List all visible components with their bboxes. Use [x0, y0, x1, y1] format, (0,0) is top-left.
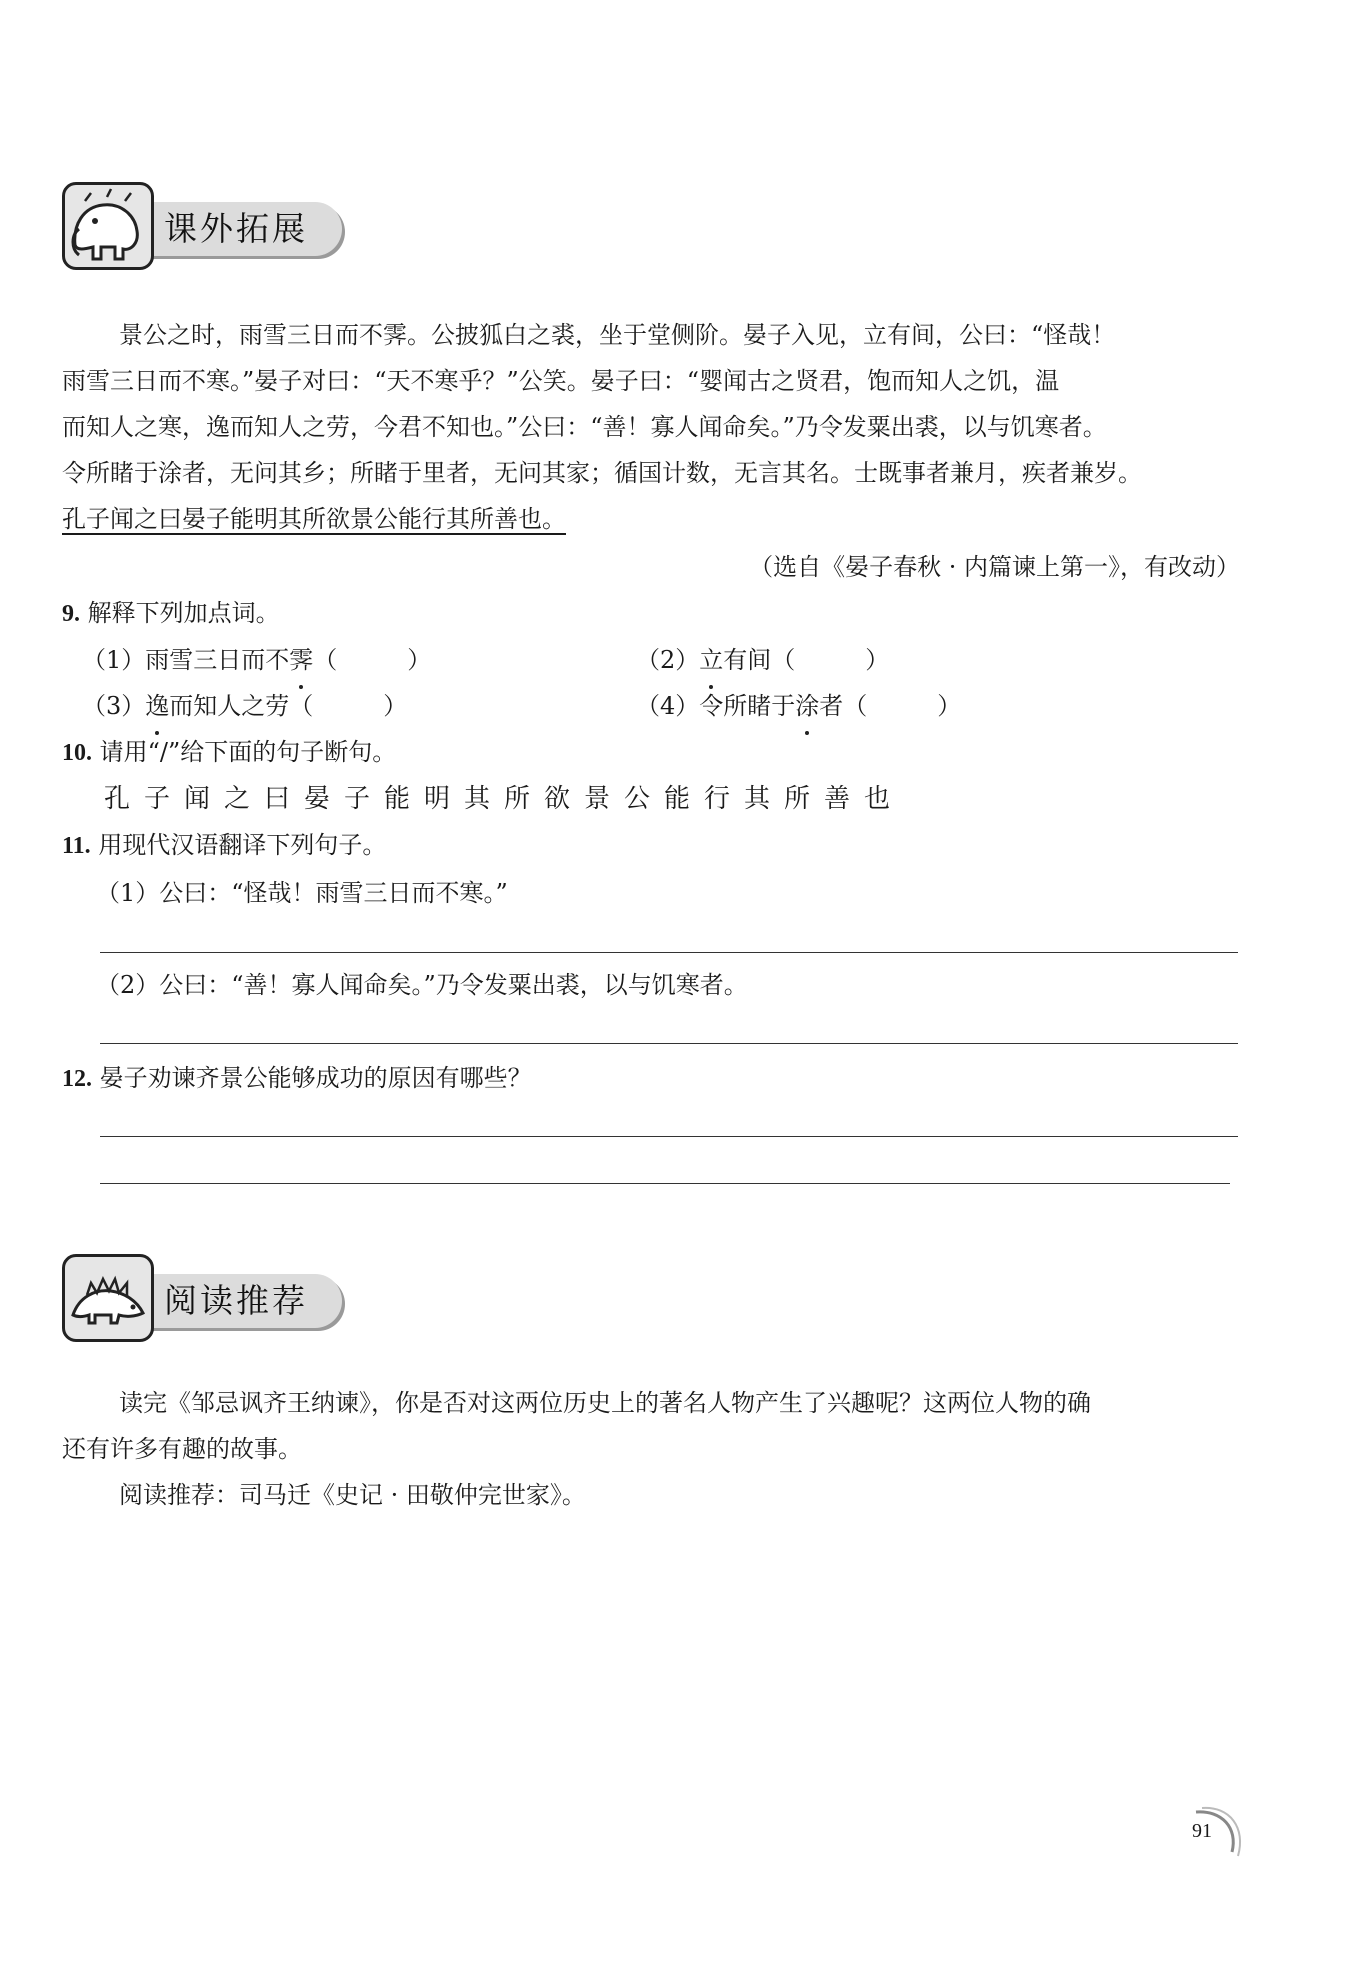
passage-line-3: 而知人之寒，逸而知人之劳，今君不知也。”公曰：“善！寡人闻命矣。”乃令发粟出裘，以与饥寒者。 — [62, 413, 1107, 441]
q9-item-3 — [82, 683, 407, 729]
item-text: 者（ — [819, 692, 868, 720]
passage-line-1: 景公之时，雨雪三日而不霁。公披狐白之裘，坐于堂侧阶。晏子入见，立有间，公曰：“怪哉！ — [119, 321, 1116, 349]
page-number: 91 — [1192, 1820, 1212, 1842]
reading-paragraph-line-2: 还有许多有趣的故事。 — [62, 1435, 302, 1463]
item-text: 而知人之劳（ — [169, 692, 314, 720]
dotted-word: 逸 — [145, 683, 169, 729]
item-text: （2） — [636, 646, 700, 674]
item-text: ） — [383, 692, 408, 720]
dotted-word: 霁 — [289, 637, 313, 683]
question-prompt: 用现代汉语翻译下列句子。 — [98, 831, 387, 859]
item-text: ） — [407, 646, 432, 674]
question-number: 12. — [62, 1066, 92, 1092]
question-prompt: 解释下列加点词。 — [87, 599, 280, 627]
section-title: 阅读推荐 — [164, 1281, 308, 1320]
item-text: （1）雨雪三日而不 — [82, 646, 290, 674]
question-number: 9. — [62, 601, 80, 627]
page-corner-swirl-icon — [1188, 1802, 1248, 1862]
question-number: 11. — [62, 833, 91, 859]
reading-recommendation: 阅读推荐：司马迁《史记 · 田敬仲完世家》。 — [119, 1481, 586, 1509]
item-text: （4）令所睹于 — [636, 692, 796, 720]
question-10 — [62, 729, 396, 776]
question-number: 10. — [62, 740, 92, 766]
answer-line[interactable] — [100, 1183, 1230, 1184]
passage-line-4: 令所睹于涂者，无问其乡；所睹于里者，无问其家；循国计数，无言其名。士既事者兼月，疾者兼岁。 — [62, 459, 1142, 487]
passage-line-2: 雨雪三日而不寒。”晏子对曰：“天不寒乎？”公笑。晏子曰：“婴闻古之贤君，饱而知人之饥，温 — [62, 367, 1060, 395]
answer-line[interactable] — [100, 952, 1238, 953]
q9-item-2 — [636, 637, 889, 683]
dinosaur-icon — [62, 1254, 154, 1342]
question-9 — [62, 590, 280, 637]
question-prompt: 晏子劝谏齐景公能够成功的原因有哪些？ — [99, 1064, 532, 1092]
question-12 — [62, 1055, 532, 1102]
q11-item-2: （2）公曰：“善！寡人闻命矣。”乃令发粟出裘，以与饥寒者。 — [96, 971, 748, 999]
passage-source: （选自《晏子春秋 · 内篇谏上第一》，有改动） — [749, 553, 1240, 581]
underlined-sentence: 孔子闻之曰晏子能明其所欲景公能行其所善也。 — [62, 505, 566, 533]
sentence-to-punctuate: 孔子闻之曰晏子能明其所欲景公能行其所善也 — [104, 784, 905, 814]
section-title: 课外拓展 — [164, 209, 308, 248]
q9-item-1 — [82, 637, 431, 683]
question-11 — [62, 822, 386, 869]
item-text: （3） — [82, 692, 146, 720]
answer-line[interactable] — [100, 1043, 1238, 1044]
item-text: ） — [865, 646, 890, 674]
dotted-word: 涂 — [795, 683, 819, 729]
item-text: （ — [313, 646, 338, 674]
dotted-word: 立 — [699, 637, 723, 683]
elephant-icon — [62, 182, 154, 270]
q9-item-4 — [636, 683, 961, 729]
question-prompt: 请用“/”给下面的句子断句。 — [99, 738, 397, 766]
item-text: ） — [937, 692, 962, 720]
reading-paragraph-line-1: 读完《邹忌讽齐王纳谏》，你是否对这两位历史上的著名人物产生了兴趣呢？这两位人物的确 — [119, 1389, 1091, 1417]
section-header-reading — [60, 1254, 360, 1344]
item-text: 有间（ — [723, 646, 796, 674]
answer-line[interactable] — [100, 1136, 1238, 1137]
section-header-extension — [60, 182, 360, 272]
q11-item-1: （1）公曰：“怪哉！雨雪三日而不寒。” — [96, 879, 508, 907]
